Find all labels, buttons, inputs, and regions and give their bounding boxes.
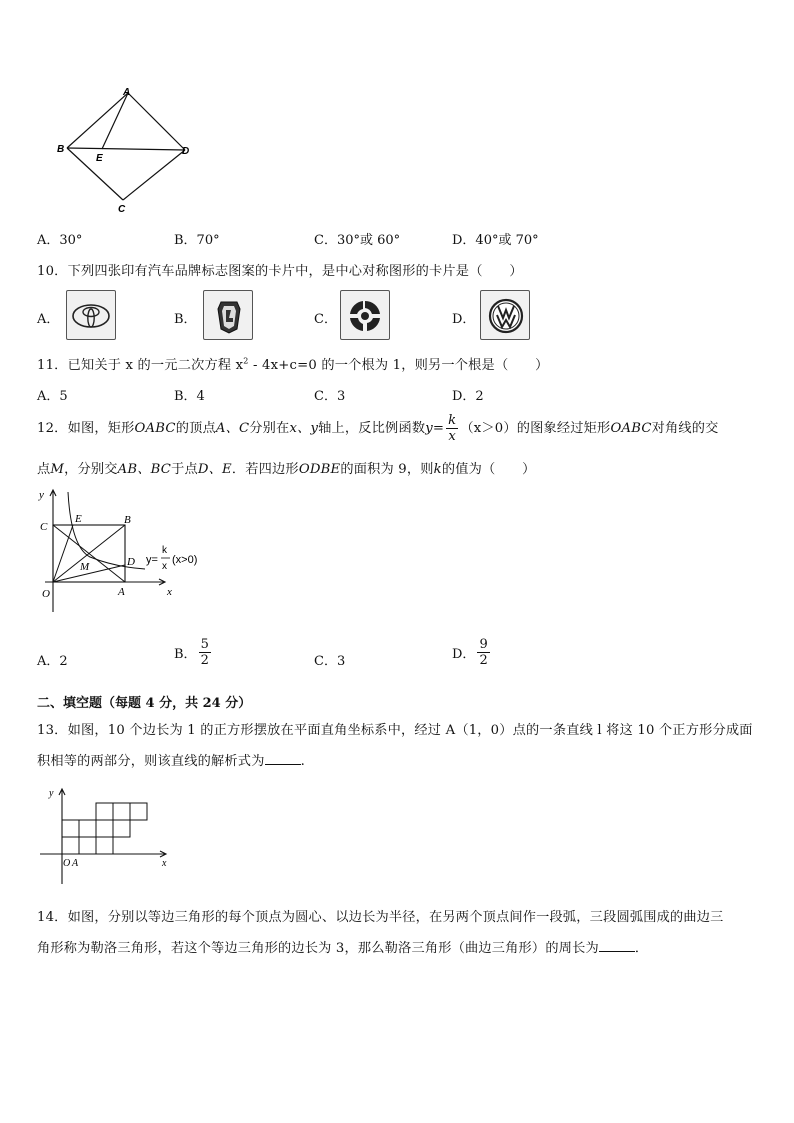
q12-text: 的面积为 9，则	[340, 462, 434, 477]
q12-ab-bc: AB、BC	[117, 462, 172, 477]
q12-oabc: OABC	[610, 421, 652, 436]
func-label-cond: (x>0)	[172, 554, 198, 566]
label-c: C	[118, 204, 126, 215]
q12-option-b-label: B．	[174, 647, 197, 662]
q12-option-d-label: D．	[452, 647, 476, 662]
q10-card-d[interactable]	[480, 290, 530, 340]
diagonal-bd	[67, 148, 185, 150]
q10-option-c-label[interactable]: C．	[314, 312, 337, 327]
label-x: x	[167, 586, 172, 598]
q11-option-a[interactable]: A．5	[37, 389, 68, 404]
q14-end: ．	[634, 941, 649, 956]
q14-text: 角形称为勒洛三角形，若这个等边三角形的边长为 3，那么勒洛三角形（曲边三角形）的周长为	[37, 941, 599, 956]
q13-answer-blank[interactable]	[265, 752, 301, 765]
q12-text: 点	[37, 462, 51, 477]
q12-option-c[interactable]: C．3	[314, 654, 346, 669]
shield-logo-icon	[204, 291, 254, 341]
label-e: E	[75, 513, 82, 525]
square	[79, 820, 96, 837]
q12-text: ，分别交	[64, 462, 118, 477]
q10-card-a[interactable]	[66, 290, 116, 340]
swirl-logo-icon	[341, 291, 391, 341]
q14-line1: 14．如图，分别以等边三角形的每个顶点为圆心、以边长为半径，在另两个顶点间作一段弧，三段圆弧围成的曲边三	[37, 910, 724, 925]
q11-exponent: 2	[243, 356, 249, 366]
q10-option-d-label[interactable]: D．	[452, 312, 476, 327]
q9-option-b[interactable]: B．70°	[174, 233, 220, 248]
q12-text: 轴上，反比例函数	[318, 421, 426, 436]
square	[113, 803, 130, 820]
q12-x-y: x、y	[289, 421, 319, 436]
q11-text-part2: - 4x+c=0 的一个根为 1，则另一个根是（ ）	[248, 358, 549, 373]
edge-ab	[67, 93, 128, 148]
func-label-k: k	[162, 545, 167, 556]
q12-a-c: A、C	[215, 421, 250, 436]
label-b: B	[124, 514, 131, 526]
q12-text: 分别在	[249, 421, 290, 436]
square	[62, 837, 79, 854]
q12-text: 的值为（ ）	[441, 462, 536, 477]
square	[130, 803, 147, 820]
square	[96, 803, 113, 820]
label-d: D	[182, 146, 190, 157]
q12-odbe: ODBE	[298, 462, 341, 477]
label-y: y	[49, 788, 54, 799]
frac-den: 2	[479, 653, 488, 668]
q11-text	[37, 354, 549, 373]
q14-answer-blank[interactable]	[599, 939, 635, 952]
square	[96, 837, 113, 854]
label-a: A	[123, 87, 131, 98]
q12-text: 对角线的交	[651, 421, 719, 436]
q12-k: k	[433, 462, 442, 477]
q10-option-b-label[interactable]: B．	[174, 312, 197, 327]
q12-option-a[interactable]: A．2	[37, 654, 68, 669]
q12-option-d[interactable]	[452, 638, 492, 667]
q12-y-eq: y=	[425, 421, 445, 436]
q12-option-d-fraction	[477, 638, 489, 667]
q10-card-c[interactable]	[340, 290, 390, 340]
q12-text: （x＞0）的图象经过矩形	[460, 421, 611, 436]
q12-fraction-k-over-x	[446, 414, 458, 443]
square	[62, 820, 79, 837]
label-e: E	[96, 153, 103, 164]
q12-frac-num: k	[448, 412, 457, 428]
label-c: C	[40, 521, 48, 533]
q9-option-c[interactable]: C．30°或 60°	[314, 233, 401, 248]
q12-text: 的顶点	[175, 421, 216, 436]
frac-num: 5	[200, 637, 209, 652]
label-a: A	[118, 586, 125, 598]
q11-option-d[interactable]: D．2	[452, 389, 484, 404]
func-label-y-eq: y=	[146, 554, 158, 566]
q11-option-c[interactable]: C．3	[314, 389, 346, 404]
q10-option-a-label[interactable]: A．	[37, 312, 60, 327]
q9-option-d[interactable]: D．40°或 70°	[452, 233, 539, 248]
square	[96, 820, 113, 837]
q13-end: .	[300, 754, 305, 769]
frac-num: 9	[479, 637, 488, 652]
q12-option-b-fraction	[199, 638, 211, 667]
volkswagen-logo-icon	[481, 291, 531, 341]
q14-line2	[37, 937, 648, 956]
q12-oabc: OABC	[134, 421, 176, 436]
q13-figure	[38, 784, 178, 888]
q12-text: ．若四边形	[231, 462, 299, 477]
square	[113, 820, 130, 837]
q10-card-b[interactable]	[203, 290, 253, 340]
square	[79, 837, 96, 854]
q12-option-b[interactable]	[174, 638, 213, 667]
q12-frac-den: x	[448, 429, 457, 444]
edge-dc	[123, 150, 185, 200]
q11-option-b[interactable]: B．4	[174, 389, 205, 404]
q12-d-e: D、E	[197, 462, 232, 477]
label-m: M	[80, 561, 90, 573]
q9-option-a[interactable]: A．30°	[37, 233, 83, 248]
toyota-logo-icon	[67, 291, 117, 341]
edge-bc	[67, 148, 123, 200]
q9-figure	[55, 85, 205, 220]
q12-line1	[37, 412, 719, 446]
squares-group	[62, 803, 147, 854]
q13-line2	[37, 750, 305, 769]
q12-text: 于点	[171, 462, 198, 477]
frac-den: 2	[200, 653, 209, 668]
q11-text-part1: 11．已知关于 x 的一元二次方程 x	[37, 358, 244, 373]
q10-text: 10．下列四张印有汽车品牌标志图案的卡片中，是中心对称图形的卡片是（ ）	[37, 264, 523, 279]
q12-line2	[37, 458, 536, 477]
func-label-x: x	[162, 561, 167, 572]
section-2-title: 二、填空题（每题 4 分，共 24 分）	[37, 696, 252, 711]
q12-m: M	[50, 462, 65, 477]
segment-ae	[102, 93, 128, 149]
q13-line1: 13．如图，10 个边长为 1 的正方形摆放在平面直角坐标系中，经过 A（1，0）点的一条直线 l 将这 10 个正方形分成面	[37, 723, 753, 738]
q13-text: 积相等的两部分，则该直线的解析式为	[37, 754, 265, 769]
label-x: x	[162, 858, 167, 869]
label-a: A	[72, 858, 79, 869]
edge-ad	[128, 93, 185, 150]
label-o: O	[63, 858, 71, 869]
label-y: y	[39, 489, 44, 501]
q12-text: 12．如图，矩形	[37, 421, 135, 436]
label-d: D	[127, 556, 135, 568]
label-b: B	[57, 144, 65, 155]
q12-figure	[35, 487, 225, 615]
label-o: O	[42, 588, 50, 600]
